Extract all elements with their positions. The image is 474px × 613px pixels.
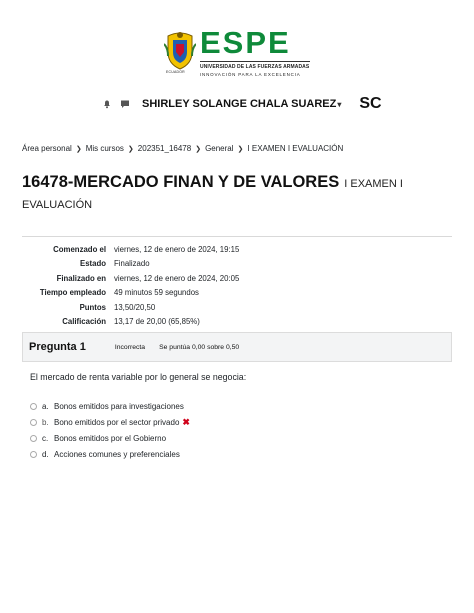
exam-title-part2: EVALUACIÓN	[22, 199, 93, 211]
chevron-right-icon: ❯	[237, 145, 244, 153]
question-state: Incorrecta	[114, 343, 146, 351]
answer-option-c[interactable]	[30, 430, 190, 446]
radio-button[interactable]	[30, 435, 37, 442]
summary-row-state	[22, 257, 452, 272]
incorrect-icon: ✖	[182, 416, 190, 427]
summary-row-time	[22, 286, 452, 301]
question-text: El mercado de renta variable por lo general se negocia:	[30, 372, 247, 382]
option-text: Bonos emitidos para investigaciones	[54, 401, 184, 411]
brand-subtitle: UNIVERSIDAD DE LAS FUERZAS ARMADAS	[200, 64, 310, 70]
question-title: Pregunta 1	[29, 341, 86, 353]
seal-caption: ECUADOR	[166, 70, 185, 74]
summary-label: Tiempo empleado	[39, 288, 106, 298]
question-grade: Se puntúa 0,00 sobre 0,50	[159, 343, 240, 351]
brand-motto: INNOVACIÓN PARA LA EXCELENCIA	[200, 72, 301, 77]
question-info	[22, 332, 452, 362]
summary-value: viernes, 12 de enero de 2024, 19:15	[114, 244, 240, 254]
user-name: SHIRLEY SOLANGE CHALA SUAREZ	[142, 98, 337, 110]
summary-row-started	[22, 242, 452, 257]
breadcrumb-general[interactable]: General	[205, 144, 234, 153]
chat-icon[interactable]	[120, 99, 130, 109]
answer-option-b[interactable]	[30, 414, 190, 430]
breadcrumb	[22, 144, 343, 153]
summary-label: Calificación	[62, 317, 106, 327]
chevron-down-icon: ▾	[337, 100, 342, 109]
espe-logo	[160, 26, 320, 80]
option-text: Bono emitidos por el sector privado	[54, 417, 180, 427]
university-seal-icon	[164, 30, 196, 70]
option-text: Acciones comunes y preferenciales	[54, 449, 180, 459]
radio-button[interactable]	[30, 403, 37, 410]
chevron-right-icon: ❯	[195, 145, 202, 153]
summary-value: viernes, 12 de enero de 2024, 20:05	[114, 273, 240, 283]
summary-label: Estado	[80, 259, 106, 269]
summary-value: 13,17 de 20,00 (65,85%)	[114, 317, 200, 327]
radio-button[interactable]	[30, 451, 37, 458]
option-letter: d.	[42, 449, 49, 459]
answer-option-a[interactable]	[30, 398, 190, 414]
option-letter: c.	[42, 433, 49, 443]
summary-value: 49 minutos 59 segundos	[114, 288, 199, 298]
brand-block	[200, 26, 320, 77]
user-menu[interactable]	[142, 98, 341, 110]
brand-divider	[200, 61, 310, 62]
breadcrumb-my-courses[interactable]: Mis cursos	[85, 144, 124, 153]
avatar[interactable]: SC	[359, 95, 382, 112]
summary-value: Finalizado	[114, 259, 150, 269]
user-bar	[102, 96, 382, 112]
summary-row-grade	[22, 315, 452, 330]
summary-value: 13,50/20,50	[114, 302, 156, 312]
exam-title-part1: I EXAMEN I	[344, 178, 403, 190]
attempt-summary	[22, 236, 452, 329]
summary-row-points	[22, 300, 452, 315]
brand-name: ESPE	[200, 25, 291, 60]
chevron-right-icon: ❯	[75, 145, 82, 153]
breadcrumb-course[interactable]: 202351_16478	[137, 144, 192, 153]
breadcrumb-exam[interactable]: I EXAMEN I EVALUACIÓN	[247, 144, 344, 153]
option-letter: a.	[42, 401, 49, 411]
breadcrumb-home[interactable]: Área personal	[22, 144, 72, 153]
chevron-right-icon: ❯	[127, 145, 134, 153]
answer-option-d[interactable]	[30, 446, 190, 462]
bell-icon[interactable]	[102, 99, 112, 109]
summary-row-finished	[22, 271, 452, 286]
summary-label: Comenzado el	[53, 244, 106, 254]
option-text: Bonos emitidos por el Gobierno	[54, 433, 167, 443]
page-title	[22, 173, 403, 192]
summary-label: Finalizado en	[56, 273, 106, 283]
course-title: 16478-MERCADO FINAN Y DE VALORES	[22, 173, 340, 191]
radio-button[interactable]	[30, 419, 37, 426]
answer-options	[30, 398, 190, 462]
summary-label: Puntos	[79, 302, 106, 312]
option-letter: b.	[42, 417, 49, 427]
